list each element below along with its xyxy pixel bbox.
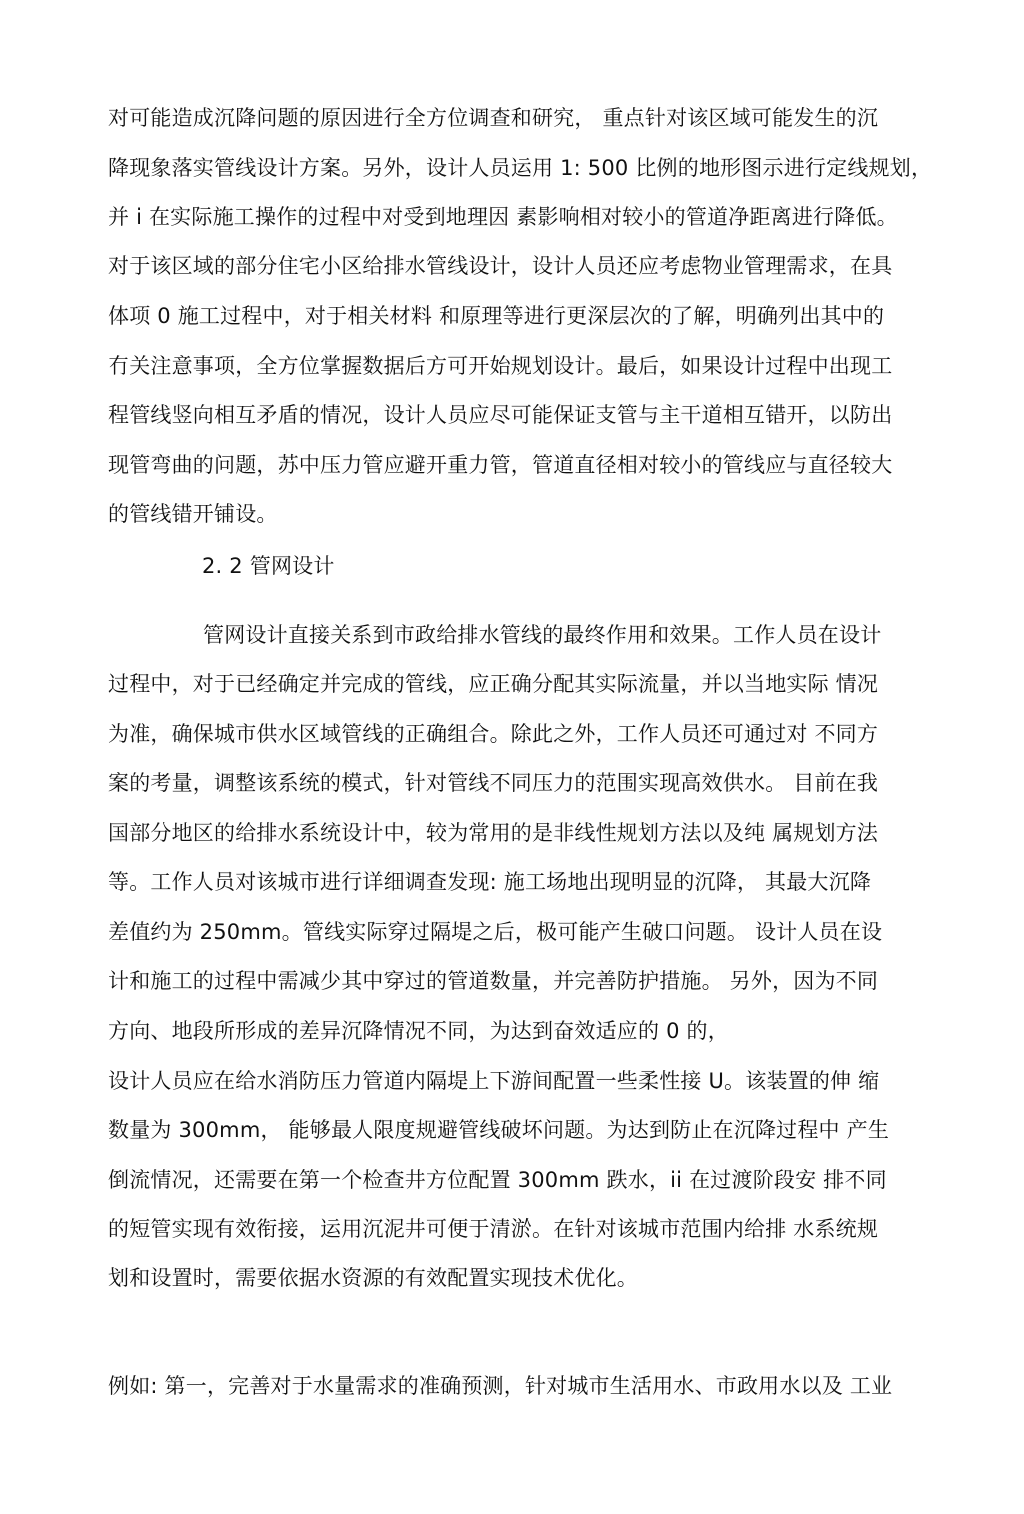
text-line-20: 设计人员应在给水消防压力管道内隔堤上下游间配置一些柔性接 U。该装置的伸 缩 [108, 1069, 880, 1093]
section-heading: 2. 2 管网设计 [202, 554, 335, 578]
text-line-5: 体项 0 施工过程中，对于相关材料 和原理等进行更深层次的了解，明确列出其中的 [108, 304, 885, 328]
text-line-23: 的短管实现有效衔接，运用沉泥井可便于清淤。在针对该城市范围内给排 水系统规 [108, 1217, 879, 1241]
text-line-15: 国部分地区的给排水系统设计中，较为常用的是非线性规划方法以及纯 属规划方法 [108, 821, 879, 845]
text-line-11: 管网设计直接关系到市政给排水管线的最终作用和效果。工作人员在设计 [203, 623, 882, 647]
text-line-12: 过程中，对于已经确定并完成的管线，应正确分配其实际流量，并以当地实际 情况 [108, 672, 879, 696]
text-line-3: 并 i 在实际施工操作的过程中对受到地理因 素影响相对较小的管道净距离进行降低。 [108, 205, 898, 229]
text-line-8: 现管弯曲的问题，苏中压力管应避开重力管，管道直径相对较小的管线应与直径较大 [108, 453, 893, 477]
text-line-6: 冇关注意事项，全方位掌握数据后方可开始规划设计。最后，如果设计过程中出现工 [108, 354, 893, 378]
text-line-13: 为准，确保城市供水区域管线的正确组合。除此之外，工作人员还可通过对 不同方 [108, 722, 879, 746]
text-line-17: 差值约为 250mm。管线实际穿过隔堤之后，极可能产生破口问题。 设计人员在设 [108, 920, 883, 944]
text-line-24: 划和设置时，需要依据水资源的有效配置实现技术优化。 [108, 1266, 638, 1290]
text-line-7: 程管线竖向相互矛盾的情况，设计人员应尽可能保证支管与主干道相互错开，以防出 [108, 403, 893, 427]
text-line-4: 对于该区域的部分住宅小区给排水管线设计，设计人员还应考虑物业管理需求，在具 [108, 254, 893, 278]
text-line-19: 方向、地段所形成的差异沉降情况不同，为达到奋效适应的 0 的， [108, 1019, 729, 1043]
text-line-16: 等。工作人员对该城市进行详细调查发现: 施工场地出现明显的沉降， 其最大沉降 [108, 870, 872, 894]
text-line-22: 倒流情况，还需要在第一个检查井方位配置 300mm 跌水，ii 在过渡阶段安 排不同 [108, 1168, 887, 1192]
text-line-1: 对可能造成沉降问题的原因进行全方位调查和研究， 重点针对该区域可能发生的沉 [108, 106, 879, 130]
text-line-14: 案的考量，调整该系统的模式，针对管线不同压力的范围实现高效供水。 目前在我 [108, 771, 879, 795]
text-line-21: 数量为 300mm， 能够最人限度规避管线破坏问题。为达到防止在沉降过程中 产生 [108, 1118, 890, 1142]
text-line-18: 计和施工的过程中需减少其中穿过的管道数量，并完善防护措施。 另外，因为不同 [108, 969, 879, 993]
text-line-9: 的管线错开铺设。 [108, 502, 278, 526]
text-line-2: 降现象落实管线设计方案。另外，设计人员运用 1: 500 比例的地形图示进行定线规划， [108, 156, 933, 180]
text-line-25: 例如: 第一，完善对于水量需求的准确预测，针对城市生活用水、市政用水以及 工业 [108, 1374, 893, 1398]
